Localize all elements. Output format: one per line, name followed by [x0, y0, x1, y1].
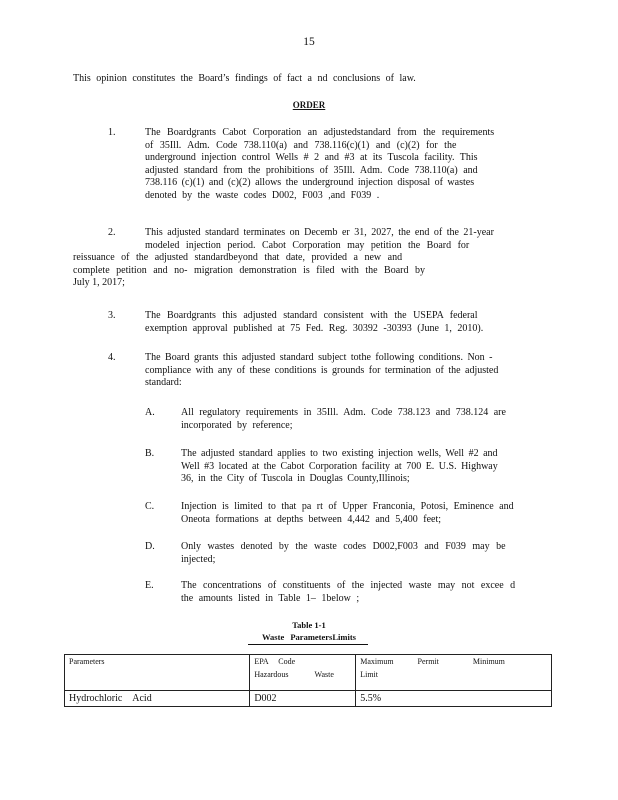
paragraph-line: modeled injection period. Cabot Corporation may petition the Board for [145, 239, 470, 251]
order-heading [0, 100, 618, 110]
minimum-label: Minimum [472, 657, 505, 666]
paragraph-line: The Board grants this adjusted standard subject tothe following conditions. Non - [145, 352, 493, 363]
paragraph-line: adjusted standard from the prohibitions of 35Ill. Adm. Code 738.110(a) and [145, 164, 478, 176]
condition-line: Well #3 located at the Cabot Corporation facility at 700 E. U.S. Highway [181, 460, 498, 472]
permit-label: Permit [417, 657, 439, 666]
limits-header [356, 655, 552, 691]
table-caption: Table 1-1 [292, 620, 326, 630]
waste-parameters-table [64, 654, 552, 707]
paragraph-line: 738.116 (c)(1) and (c)(2) allows the underground injection disposal of wastes [145, 177, 475, 188]
table-row [65, 691, 552, 707]
hazardous-label: Hazardous [254, 670, 289, 679]
paragraph-line: of 35Ill. Adm. Code 738.110(a) and 738.116(c)(1) and (c)(2) for the [145, 139, 457, 151]
order-paragraph [145, 352, 498, 390]
paragraph-line: complete petition and no- migration demonstration is filed with the Board by [73, 264, 425, 276]
page-number: 15 [303, 36, 315, 48]
condition-line: All regulatory requirements in 35Ill. Adm. Code 738.123 and 738.124 are [181, 407, 506, 418]
table-subtitle: Waste ParametersLimits [262, 632, 356, 642]
parameter-cell: Hydrochloric Acid [65, 691, 250, 707]
condition-paragraph [181, 541, 506, 566]
condition-line: 36, in the City of Tuscola in Douglas County,Illinois; [181, 473, 410, 484]
condition-line: the amounts listed in Table 1– 1below ; [181, 592, 360, 604]
paragraph-line: July 1, 2017; [73, 277, 125, 288]
item-number: 4. [108, 352, 116, 363]
parameters-header: Parameters [65, 655, 250, 691]
order-paragraph [73, 227, 494, 290]
item-number: 2. [108, 227, 116, 238]
paragraph-line: reissuance of the adjusted standardbeyond that date, provided a new and [73, 252, 403, 263]
condition-line: incorporated by reference; [181, 419, 293, 431]
paragraph-line: compliance with any of these conditions is grounds for termination of the adjusted [145, 364, 499, 376]
paragraph-line: standard: [145, 377, 182, 388]
order-paragraph [145, 127, 494, 202]
condition-line: Oneota formations at depths between 4,442 and 5,400 feet; [181, 513, 442, 525]
condition-letter: D. [145, 541, 155, 552]
condition-line: injected; [181, 553, 216, 565]
epa-code-header [250, 655, 356, 691]
condition-line: The adjusted standard applies to two existing injection wells, Well #2 and [181, 448, 498, 459]
waste-label: Waste [314, 670, 334, 679]
order-paragraph [145, 310, 483, 335]
condition-line: The concentrations of constituents of the injected waste may not excee d [181, 580, 516, 591]
condition-paragraph [181, 501, 514, 526]
item-number: 1. [108, 127, 116, 138]
condition-paragraph [181, 407, 506, 432]
condition-paragraph [181, 580, 515, 605]
limit-label: Limit [360, 670, 378, 679]
intro-sentence: This opinion constitutes the Board’s findings of fact a nd conclusions of law. [73, 73, 416, 84]
max-limit-cell: 5.5% [356, 691, 552, 707]
item-number: 3. [108, 310, 116, 321]
paragraph-line: exemption approval published at 75 Fed. Reg. 30392 -30393 (June 1, 2010). [145, 322, 484, 334]
condition-letter: B. [145, 448, 155, 459]
paragraph-line: denoted by the waste codes D002, F003 ,and F039 . [145, 189, 380, 201]
paragraph-line: underground injection control Wells # 2 and #3 at its Tuscola facility. This [145, 152, 478, 163]
table-subtitle-underline [248, 644, 368, 645]
condition-letter: E. [145, 580, 154, 591]
condition-letter: C. [145, 501, 155, 512]
epa-code-label: EPA Code [254, 657, 296, 666]
condition-line: Only wastes denoted by the waste codes D002,F003 and F039 may be [181, 541, 506, 552]
condition-line: Injection is limited to that pa rt of Upper Franconia, Potosi, Eminence and [181, 501, 514, 512]
paragraph-line: This adjusted standard terminates on Decemb er 31, 2027, the end of the 21-year [145, 227, 494, 238]
paragraph-line: The Boardgrants this adjusted standard consistent with the USEPA federal [145, 310, 478, 321]
table-header-row [65, 655, 552, 691]
maximum-label: Maximum [360, 657, 394, 666]
order-heading-text: ORDER [292, 100, 326, 110]
paragraph-line: The Boardgrants Cabot Corporation an adjustedstandard from the requirements [145, 127, 495, 138]
code-cell: D002 [250, 691, 356, 707]
condition-letter: A. [145, 407, 155, 418]
condition-paragraph [181, 448, 498, 486]
